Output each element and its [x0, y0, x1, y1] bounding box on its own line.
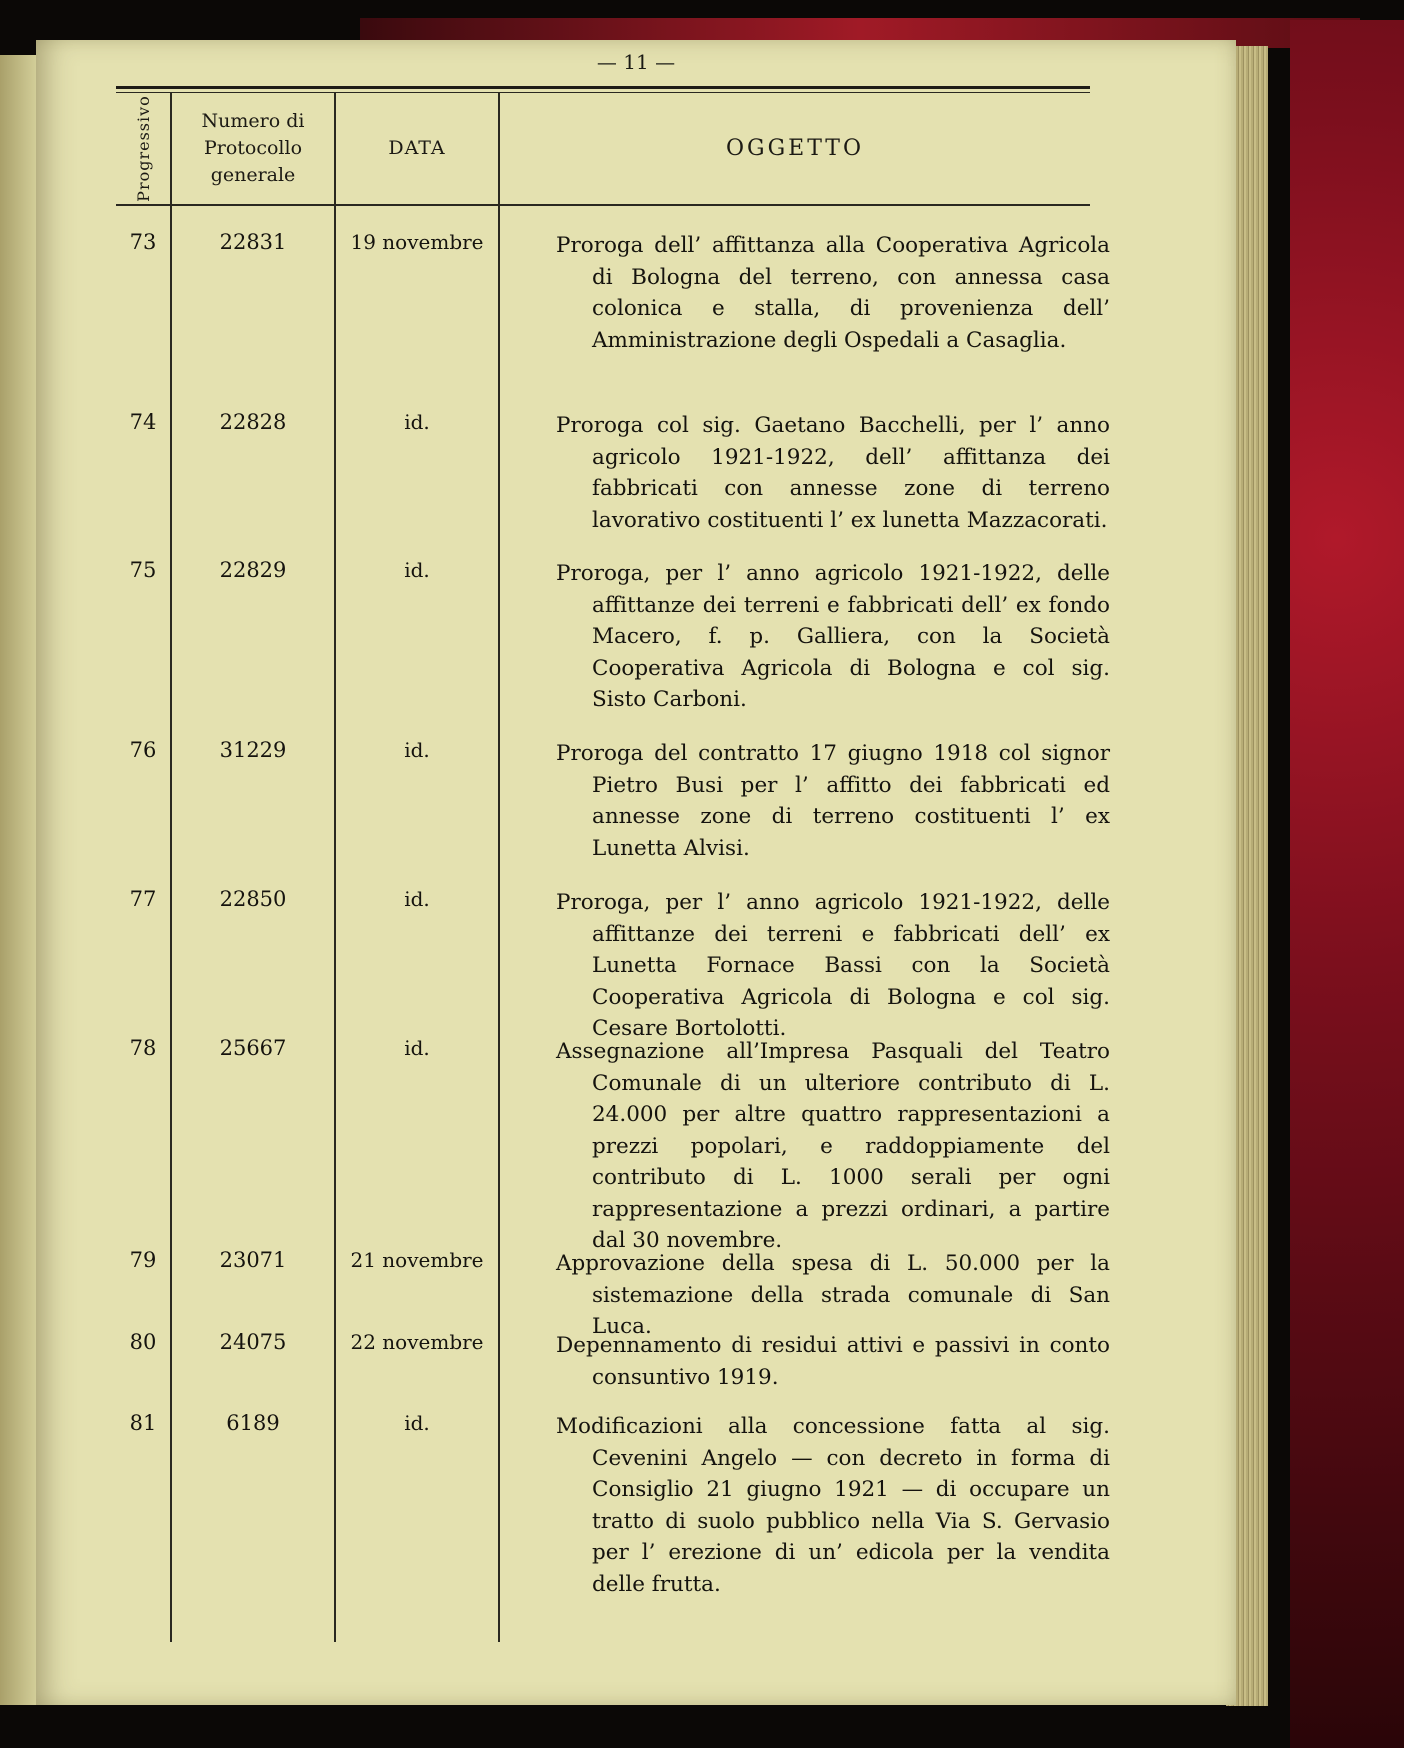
- table-top-rule: [116, 86, 1090, 89]
- row-protocollo: 25667: [219, 1036, 287, 1060]
- row-progressivo: 76: [129, 738, 157, 762]
- row-protocollo: 24075: [219, 1330, 287, 1354]
- page-number: — 11 —: [596, 50, 676, 74]
- table-header-rule: [116, 204, 1090, 206]
- row-protocollo: 22850: [219, 887, 287, 911]
- row-progressivo: 78: [129, 1036, 157, 1060]
- row-oggetto: Approvazione della spesa di L. 50.000 per la sistemazione della strada comunale di San Luca.: [556, 1251, 1110, 1339]
- row-protocollo: 22831: [219, 230, 287, 254]
- row-date: id.: [404, 738, 430, 762]
- row-protocollo: 23071: [219, 1248, 287, 1272]
- header-data: DATA: [388, 137, 446, 159]
- row-progressivo: 81: [129, 1411, 157, 1435]
- row-progressivo: 77: [129, 887, 157, 911]
- column-divider: [170, 92, 172, 1642]
- row-date: id.: [404, 1411, 430, 1435]
- header-numero-protocollo: Numero di Protocollo generale: [201, 110, 305, 186]
- row-protocollo: 6189: [226, 1411, 280, 1435]
- row-date: id.: [404, 410, 430, 434]
- row-date: id.: [404, 558, 430, 582]
- row-progressivo: 73: [129, 230, 157, 254]
- row-progressivo: 79: [129, 1248, 157, 1272]
- header-oggetto: OGGETTO: [725, 136, 865, 161]
- row-date: 21 novembre: [350, 1248, 484, 1272]
- row-date: id.: [404, 1036, 430, 1060]
- row-oggetto: Modificazioni alla concessione fatta al sig. Cevenini Angelo — con decreto in forma di Consiglio 21 giugno 1921 — di occupare un tratto di suolo pubblico nella Via S. Gervasio per l’ erezione di un’ edicola per la vendita delle frutta.: [556, 1414, 1110, 1597]
- row-progressivo: 74: [129, 410, 157, 434]
- row-oggetto: Assegnazione all’Impresa Pasquali del Teatro Comunale di un ulteriore contributo di L. 24.000 per altre quattro rappresentazioni a prezzi popolari, e raddoppiamente del contributo di L. 1000 serali per ogni rappresentazione a prezzi ordinari, a partire dal 30 novembre.: [556, 1039, 1110, 1253]
- row-progressivo: 75: [129, 558, 157, 582]
- column-divider: [498, 92, 500, 1642]
- row-date: 22 novembre: [350, 1330, 484, 1354]
- row-oggetto: Depennamento di residui attivi e passivi in conto consuntivo 1919.: [556, 1333, 1110, 1390]
- row-oggetto: Proroga, per l’ anno agricolo 1921-1922, delle affittanze dei terreni e fabbricati dell’ ex fondo Macero, f. p. Galliera, con la Società Cooperativa Agricola di Bologna e col sig. Sisto Carboni.: [556, 561, 1110, 712]
- header-progressivo: Progressivo: [133, 95, 153, 202]
- row-protocollo: 31229: [219, 738, 287, 762]
- book-cover-right: [1290, 20, 1404, 1748]
- row-protocollo: 22828: [219, 410, 287, 434]
- document-page: [36, 40, 1236, 1705]
- row-oggetto: Proroga del contratto 17 giugno 1918 col signor Pietro Busi per l’ affitto dei fabbricati ed annesse zone di terreno costituenti l’ ex Lunetta Alvisi.: [556, 741, 1110, 861]
- row-protocollo: 22829: [219, 558, 287, 582]
- row-oggetto: Proroga, per l’ anno agricolo 1921-1922, delle affittanze dei terreni e fabbricati dell’ ex Lunetta Fornace Bassi con la Società Cooperativa Agricola di Bologna e col sig. Cesare Bortolotti.: [556, 890, 1110, 1041]
- row-date: id.: [404, 887, 430, 911]
- row-progressivo: 80: [129, 1330, 157, 1354]
- row-date: 19 novembre: [350, 230, 484, 254]
- row-oggetto: Proroga dell’ affittanza alla Cooperativa Agricola di Bologna del terreno, con annessa casa colonica e stalla, di provenienza dell’ Amministrazione degli Ospedali a Casaglia.: [556, 233, 1110, 353]
- row-oggetto: Proroga col sig. Gaetano Bacchelli, per l’ anno agricolo 1921-1922, dell’ affittanza dei fabbricati con annesse zone di terreno lavorativo costituenti l’ ex lunetta Mazzacorati.: [556, 413, 1110, 533]
- column-divider: [334, 92, 336, 1642]
